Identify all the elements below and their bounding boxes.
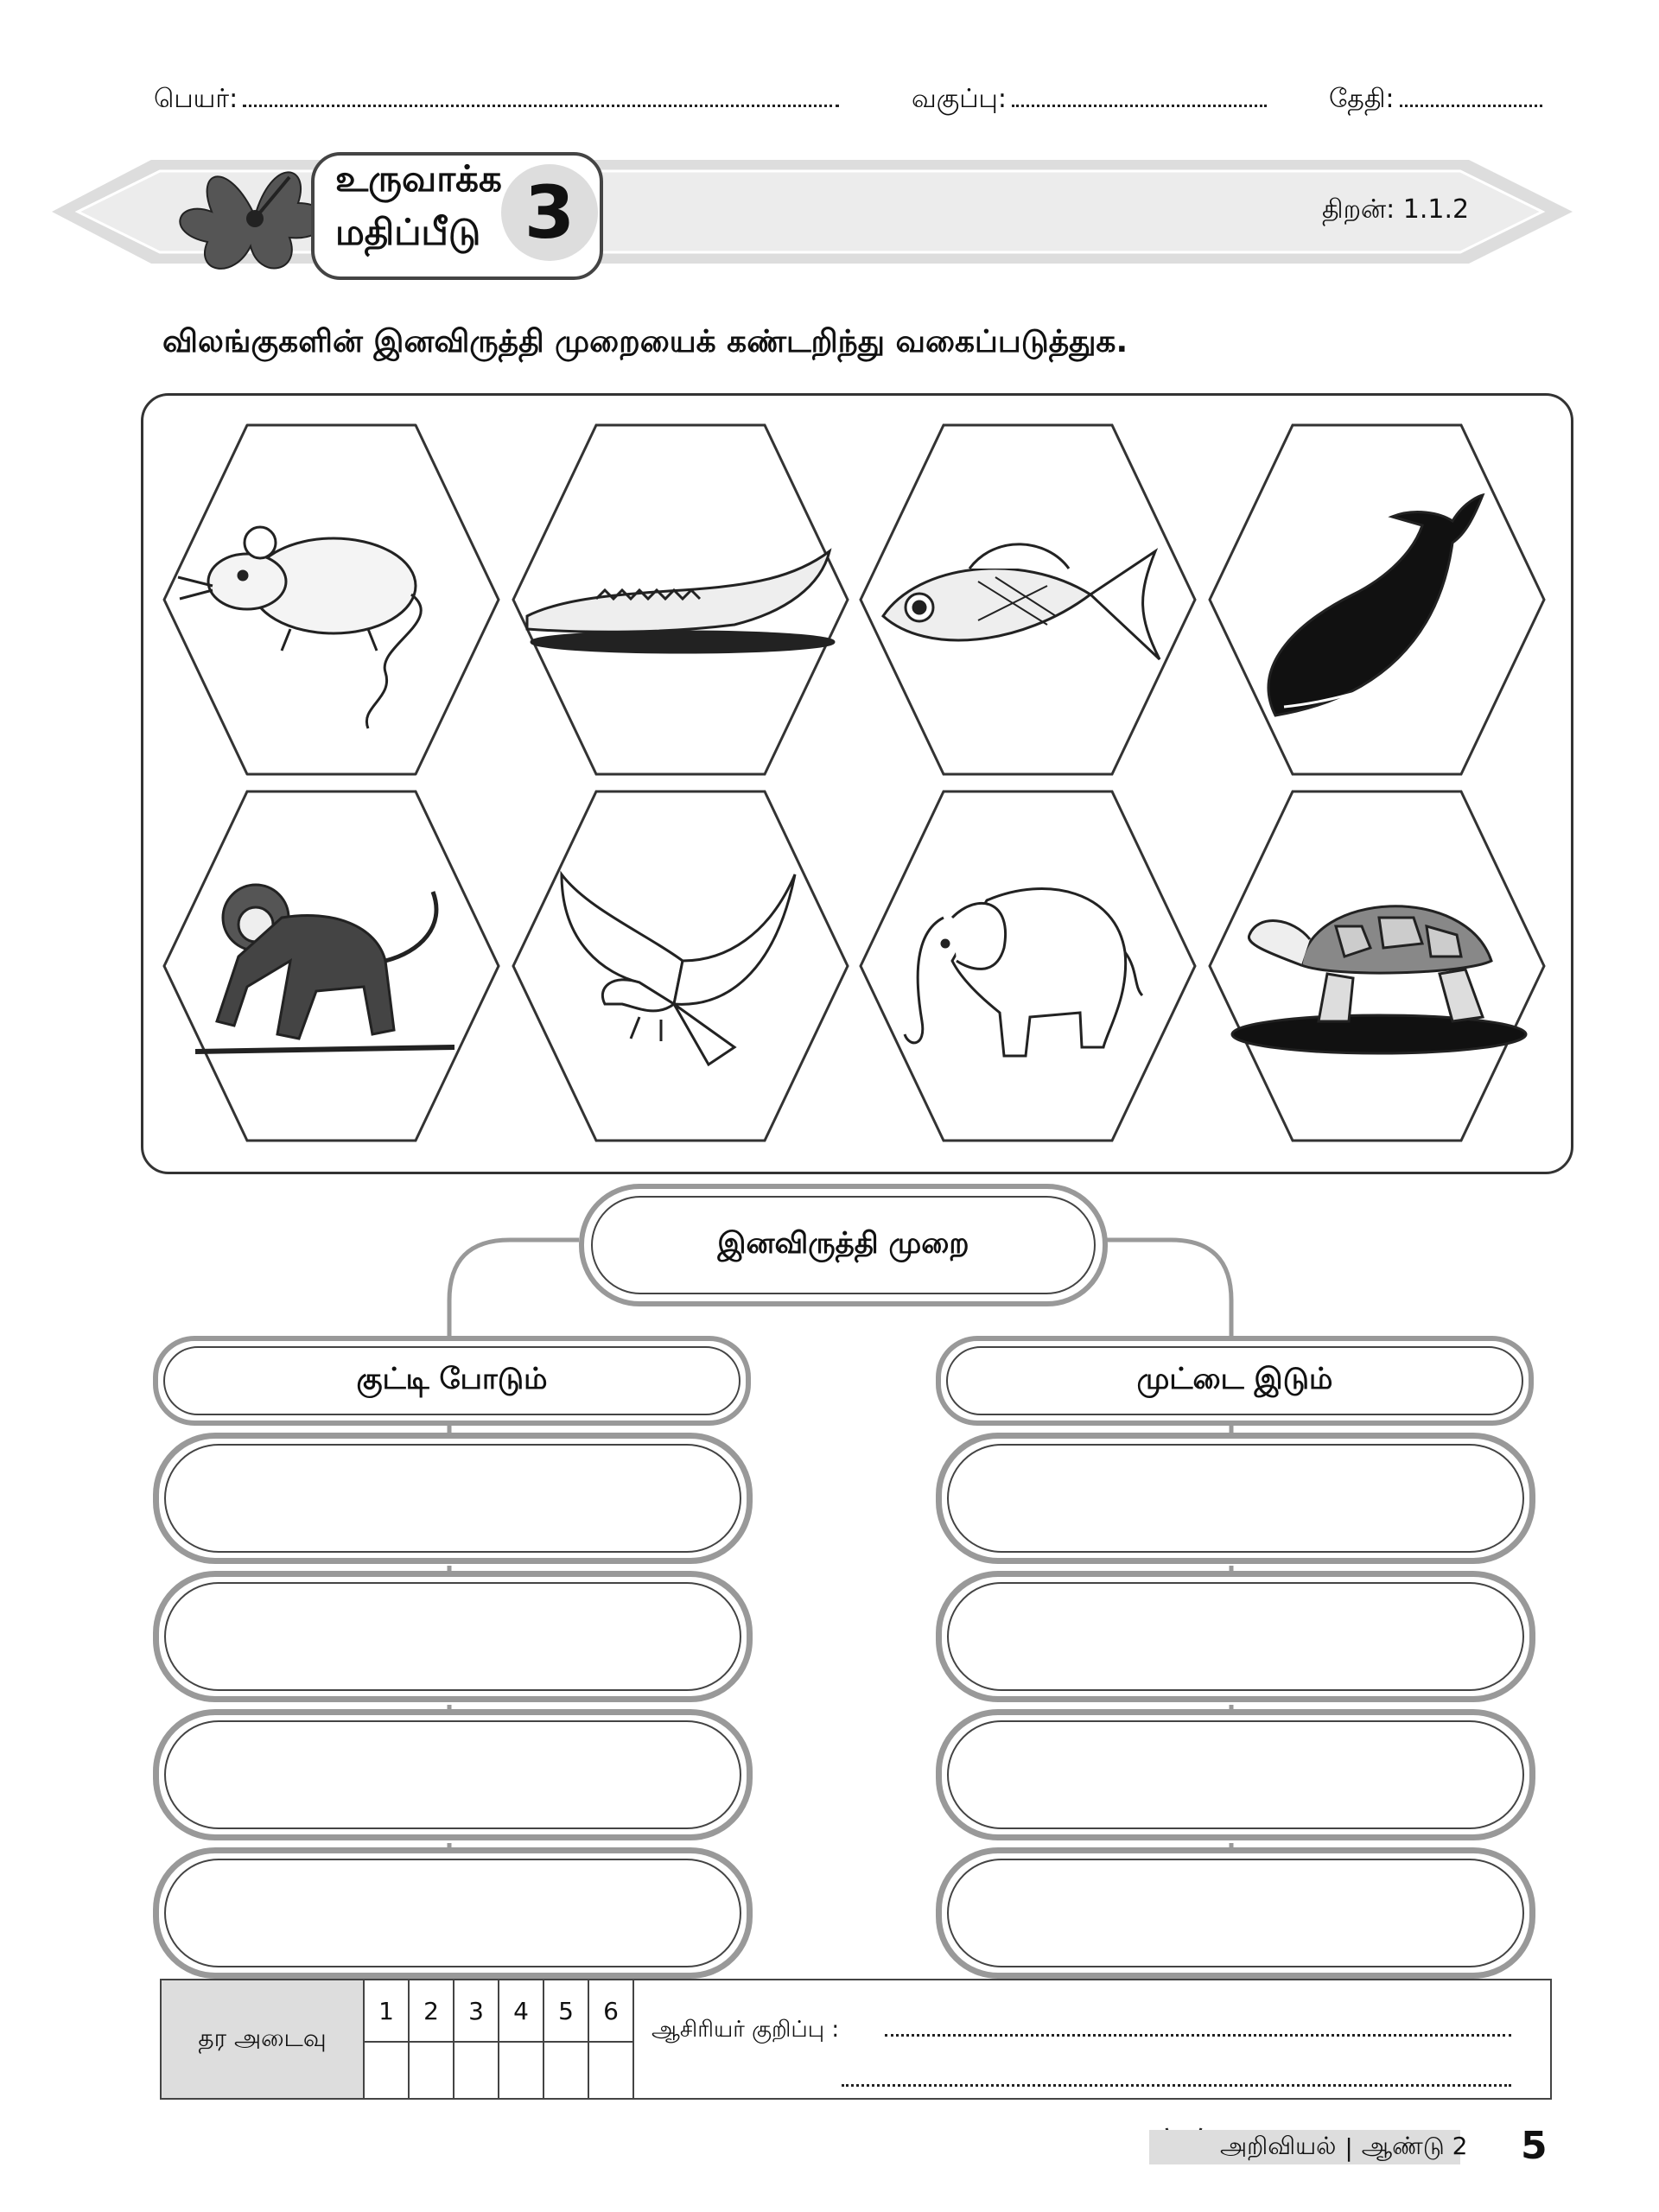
animal-card-crocodile[interactable]: [510, 422, 851, 778]
grading-table: [160, 1979, 1552, 2100]
assessment-title-line2: மதிப்பீடு: [335, 211, 481, 253]
animal-card-eagle[interactable]: [510, 788, 851, 1144]
class-blank[interactable]: [1012, 82, 1267, 107]
reproduction-method-label: இனவிருத்தி முறை: [591, 1196, 1096, 1294]
live-birth-category: [153, 1336, 751, 1426]
footer-subject: அறிவியல்: [1220, 2131, 1337, 2160]
skill-code: திறன்: 1.1.2: [1322, 194, 1470, 225]
egg-laying-answer-1[interactable]: [936, 1433, 1535, 1564]
class-field[interactable]: [912, 82, 1267, 118]
date-blank[interactable]: [1400, 82, 1542, 107]
grade-mark-1[interactable]: [364, 2042, 409, 2099]
footer-separator: |: [1344, 2133, 1353, 2162]
teacher-remark-line-1[interactable]: [885, 2034, 1511, 2037]
grade-mark-4[interactable]: [499, 2042, 543, 2099]
grade-level-3: 3: [454, 1980, 499, 2042]
egg-laying-label: முட்டை இடும்: [946, 1346, 1523, 1415]
live-birth-label: குட்டி போடும்: [163, 1346, 741, 1415]
name-blank[interactable]: [243, 82, 839, 107]
teacher-remark-line-2[interactable]: [842, 2084, 1511, 2087]
footer-year: ஆண்டு 2: [1361, 2131, 1468, 2160]
animal-card-rat[interactable]: [161, 422, 502, 778]
grade-mark-2[interactable]: [409, 2042, 454, 2099]
live-birth-answer-2[interactable]: [153, 1571, 753, 1702]
grade-mark-5[interactable]: [543, 2042, 588, 2099]
teacher-remark-cell[interactable]: [633, 1980, 1551, 2099]
date-label: தேதி:: [1329, 84, 1395, 114]
date-field[interactable]: [1329, 82, 1542, 118]
egg-laying-answer-3[interactable]: [936, 1709, 1535, 1840]
assessment-title-line1: உருவாக்க: [335, 157, 502, 200]
animal-card-elephant[interactable]: [857, 788, 1198, 1144]
grade-level-6: 6: [588, 1980, 633, 2042]
grade-mark-6[interactable]: [588, 2042, 633, 2099]
animal-card-fish[interactable]: [857, 422, 1198, 778]
egg-laying-category: [936, 1336, 1534, 1426]
instruction-text: விலங்குகளின் இனவிருத்தி முறையைக் கண்டறிந்து வகைப்படுத்துக.: [162, 324, 1128, 359]
grade-level-5: 5: [543, 1980, 588, 2042]
grade-mark-3[interactable]: [454, 2042, 499, 2099]
egg-laying-answer-4[interactable]: [936, 1847, 1535, 1979]
name-label: பெயர்:: [154, 84, 238, 114]
live-birth-answer-1[interactable]: [153, 1433, 753, 1564]
assessment-number: 3: [501, 164, 598, 261]
class-label: வகுப்பு:: [912, 84, 1007, 114]
page-number: 5: [1521, 2124, 1548, 2168]
reproduction-method-box: [579, 1184, 1108, 1306]
live-birth-answer-3[interactable]: [153, 1709, 753, 1840]
footer-bar: [1149, 2130, 1468, 2164]
grade-level-label: தர அடைவு: [161, 1980, 364, 2099]
animal-card-tortoise[interactable]: [1206, 788, 1548, 1144]
grade-level-4: 4: [499, 1980, 543, 2042]
egg-laying-answer-2[interactable]: [936, 1571, 1535, 1702]
live-birth-answer-4[interactable]: [153, 1847, 753, 1979]
teacher-remark-label: ஆசிரியர் குறிப்பு :: [652, 2017, 840, 2043]
animal-card-monkey[interactable]: [161, 788, 502, 1144]
name-field[interactable]: [154, 82, 839, 118]
animal-card-whale[interactable]: [1206, 422, 1548, 778]
grade-level-2: 2: [409, 1980, 454, 2042]
grade-level-1: 1: [364, 1980, 409, 2042]
